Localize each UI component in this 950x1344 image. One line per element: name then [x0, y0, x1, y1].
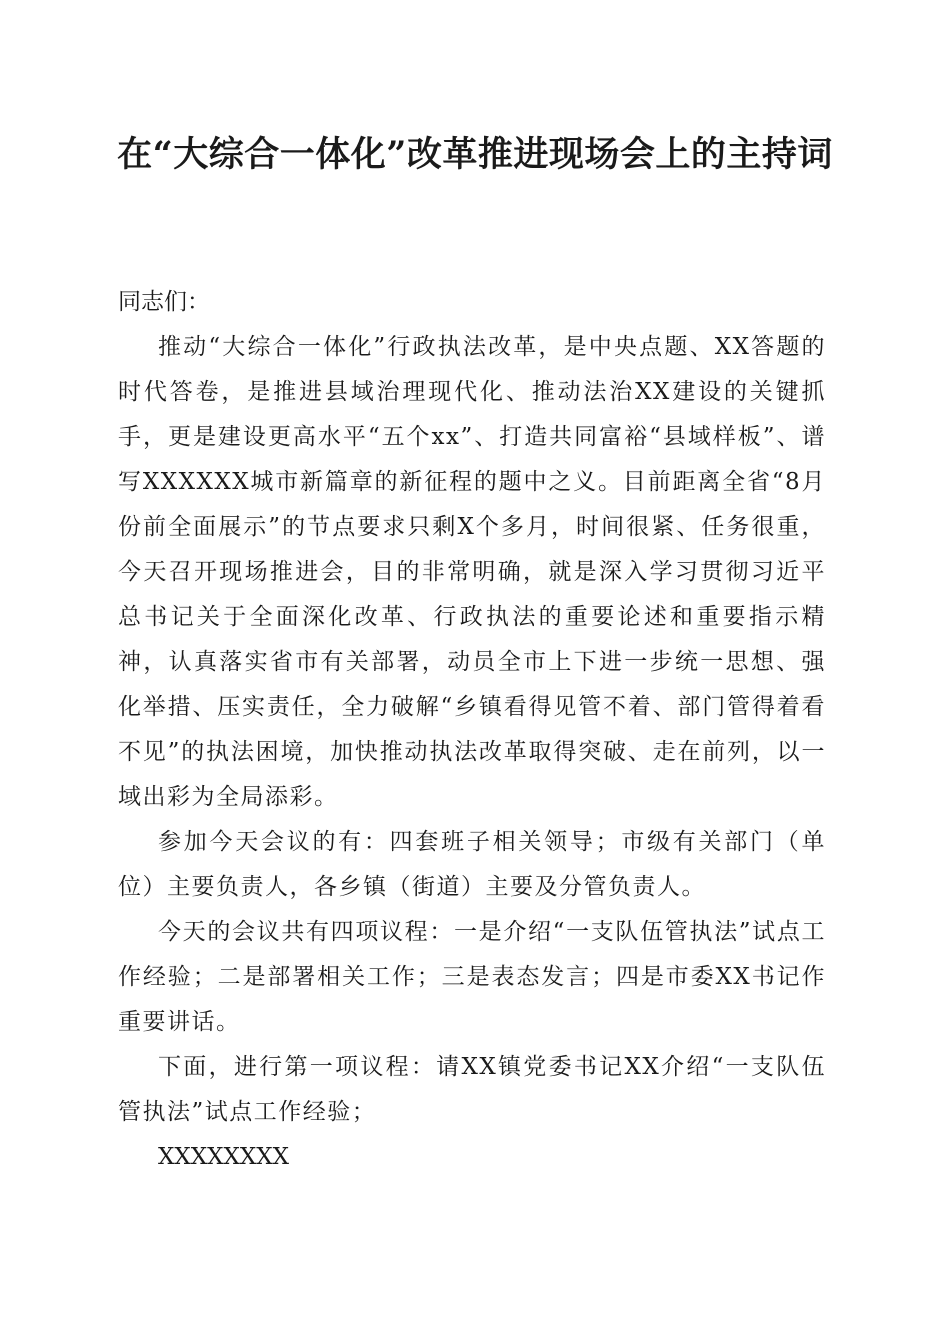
paragraph-first-item: 下面，进行第一项议程：请XX镇党委书记XX介绍“一支队伍管执法”试点工作经验；	[118, 1054, 826, 1125]
document-body	[118, 280, 826, 1180]
salutation: 同志们：	[118, 289, 210, 315]
closing-placeholder: XXXXXXXX	[158, 1144, 289, 1170]
paragraph-intro: 推动“大综合一体化”行政执法改革，是中央点题、XX答题的时代答卷，是推进县域治理现代化、推动法治XX建设的关键抓手，更是建设更高水平“五个xx”、打造共同富裕“县域样板”、谱写XXXXXX城市新篇章的新征程的题中之义。目前距离全省“8月份前全面展示”的节点要求只剩X个多月，时间很紧、任务很重，今天召开现场推进会，目的非常明确，就是深入学习贯彻习近平总书记关于全面深化改革、行政执法的重要论述和重要指示精神，认真落实省市有关部署，动员全市上下进一步统一思想、强化举措、压实责任，全力破解“乡镇看得见管不着、部门管得着看不见”的执法困境，加快推动执法改革取得突破、走在前列，以一域出彩为全局添彩。	[118, 334, 826, 810]
document-title: 在“大综合一体化”改革推进现场会上的主持词	[117, 134, 833, 175]
paragraph-attendees: 参加今天会议的有：四套班子相关领导；市级有关部门（单位）主要负责人，各乡镇（街道）主要及分管负责人。	[118, 829, 826, 900]
paragraph-agenda: 今天的会议共有四项议程：一是介绍“一支队伍管执法”试点工作经验；二是部署相关工作；三是表态发言；四是市委XX书记作重要讲话。	[118, 919, 826, 1035]
